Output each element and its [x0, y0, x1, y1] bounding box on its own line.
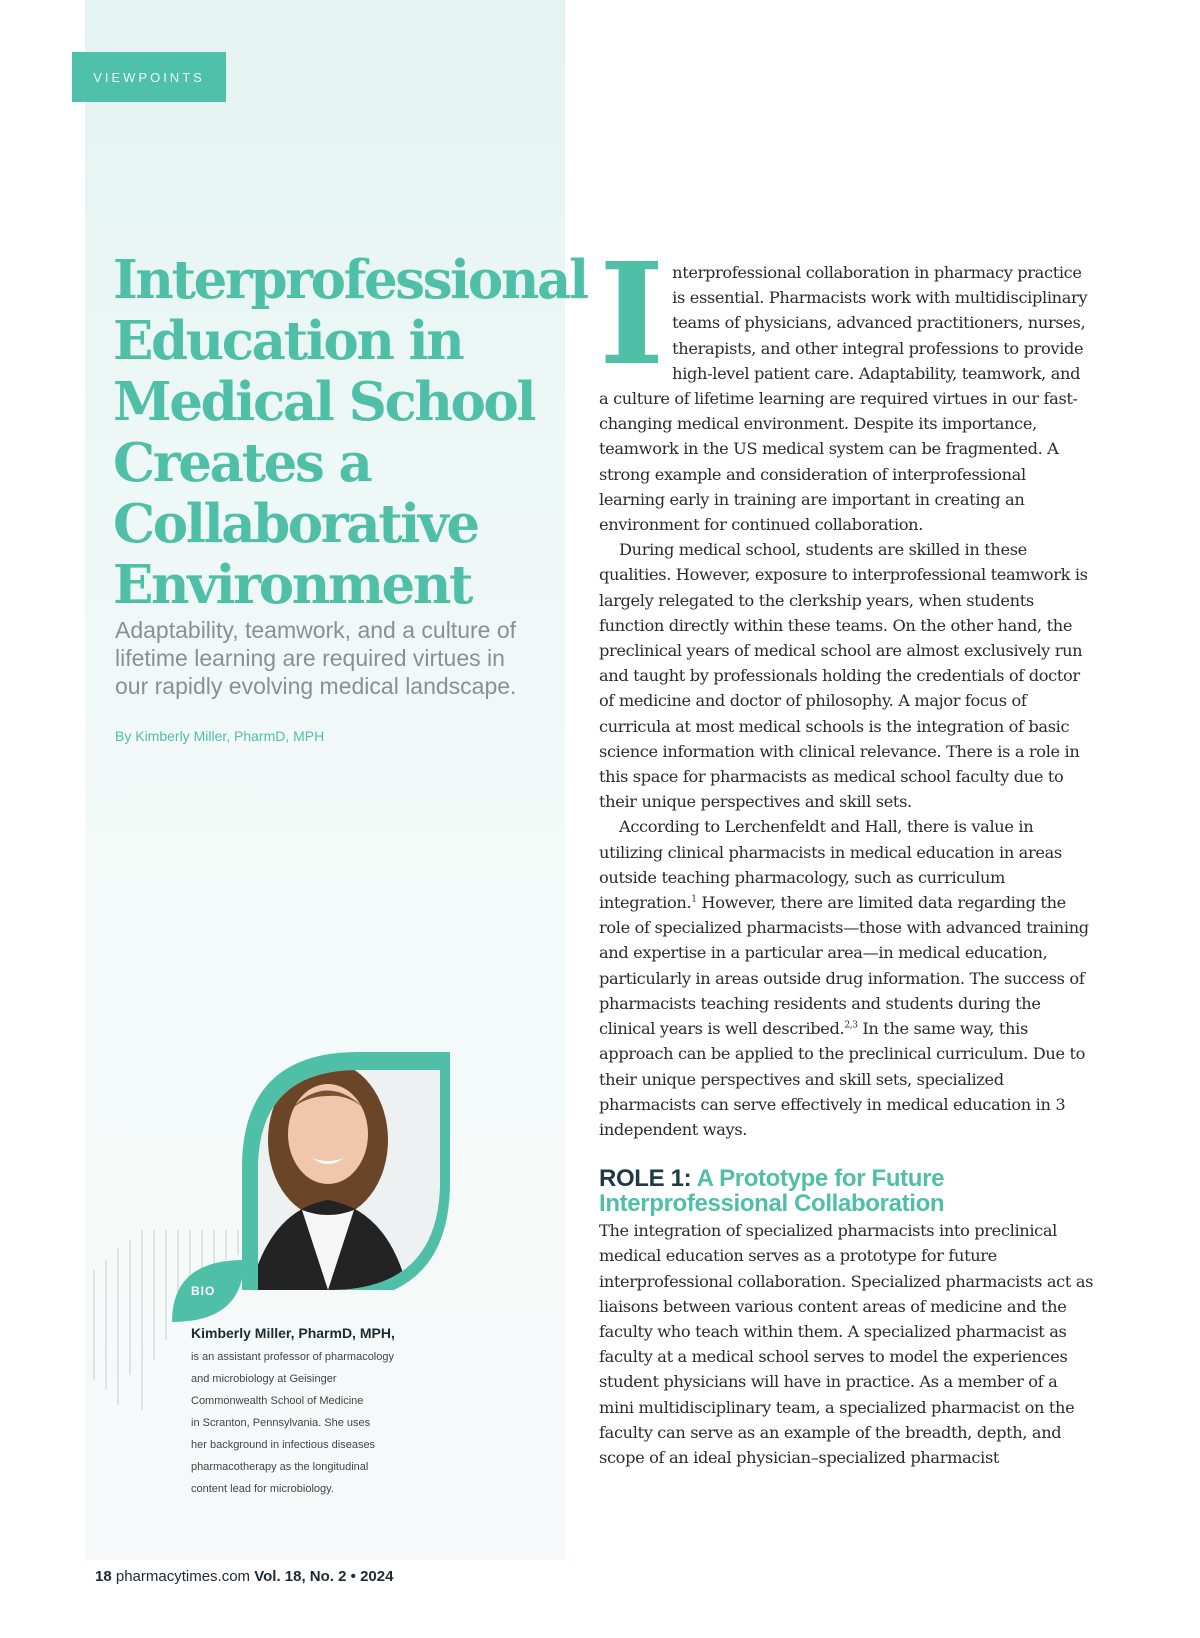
- paragraph-2: During medical school, students are skilled in these qualities. However, exposure to interprofessional teamwork is largely relegated to the clerkship years, when students function directly within these teams. On the other hand, the preclinical years of medical school are almost exclusively run and taught by professionals holding the credentials of doctor of medicine and doctor of philosophy. A major focus of curricula at most medical schools is the integration of basic science information with clinical relevance. There is a role in this space for pharmacists as medical school faculty due to their unique perspectives and skill sets.: [599, 540, 1088, 812]
- bio-line: and microbiology at Geisinger: [191, 1373, 337, 1385]
- footer-issue: Vol. 18, No. 2 • 2024: [254, 1568, 394, 1585]
- bio-line: in Scranton, Pennsylvania. She uses: [191, 1417, 371, 1429]
- article-deck: Adaptability, teamwork, and a culture of lifetime learning are required virtues in our rapidly evolving medical landscape.: [115, 617, 517, 699]
- page-number: 18: [95, 1568, 112, 1585]
- footer-site: pharmacytimes.com: [111, 1568, 255, 1585]
- bio-line: is an assistant professor of pharmacology: [191, 1351, 394, 1363]
- article-title: Interprofessional Education in Medical School Creates a Collaborative Environment: [113, 249, 587, 616]
- article-body: [599, 233, 1094, 1470]
- section-subhead: ROLE 1: A Prototype for Future Interprofessional Collaboration: [599, 1165, 945, 1218]
- drop-cap: I: [599, 233, 665, 397]
- bio-name: Kimberly Miller, PharmD, MPH,: [191, 1325, 395, 1341]
- section-tag: VIEWPOINTS: [72, 52, 226, 102]
- bio-label: BIO: [191, 1284, 216, 1298]
- page-footer: [95, 1568, 393, 1585]
- bio-line: Commonwealth School of Medicine: [191, 1395, 364, 1407]
- paragraph-3: According to Lerchenfeldt and Hall, there is value in utilizing clinical pharmacists in medical education in areas outside teaching pharmacology, such as curriculum integration.$^1$ However, there are limited data regarding the role of specialized pharmacists—those with advanced training and expertise in a particular area—in medical education, particularly in areas outside drug information. The success of pharmacists teaching residents and students during the clinical years is well described.$^{2,3}$ In the same way, this approach can be applied to the preclinical curriculum. Due to their unique perspectives and skill sets, specialized pharmacists can serve effectively in medical education in 3 independent ways.: [599, 817, 1089, 1139]
- bio-line: content lead for microbiology.: [191, 1483, 334, 1495]
- bio-text: [191, 1346, 461, 1500]
- paragraph-4: The integration of specialized pharmacists into preclinical medical education serves as a prototype for future interprofessional collaboration. Specialized pharmacists act as liaisons between various content areas of medicine and the faculty who teach within them. A specialized pharmacist as faculty at a medical school serves to model the experiences student physicians will have in practice. As a member of a mini multidisciplinary team, a specialized pharmacist on the faculty can serve as an example of the breadth, depth, and scope of an ideal physician–specialized pharmacist: [599, 1221, 1094, 1467]
- paragraph-1: Interprofessional collaboration in pharmacy practice is essential. Pharmacists work with multidisciplinary teams of physicians, advanced practitioners, nurses, therapists, and other integral professions to provide high-level patient care. Adaptability, teamwork, and a culture of lifetime learning are required virtues in our fast-changing medical environment. Despite its importance, teamwork in the US medical system can be fragmented. A strong example and consideration of interprofessional learning early in training are important in creating an environment for continued collaboration.: [599, 233, 1088, 535]
- reference-superscript: 2,3: [844, 1020, 858, 1031]
- byline: By Kimberly Miller, PharmD, MPH: [115, 728, 325, 744]
- reference-superscript: 1: [691, 894, 697, 905]
- author-photo: [240, 1050, 450, 1290]
- bio-line: her background in infectious diseases: [191, 1439, 376, 1451]
- bio-line: pharmacotherapy as the longitudinal: [191, 1461, 369, 1473]
